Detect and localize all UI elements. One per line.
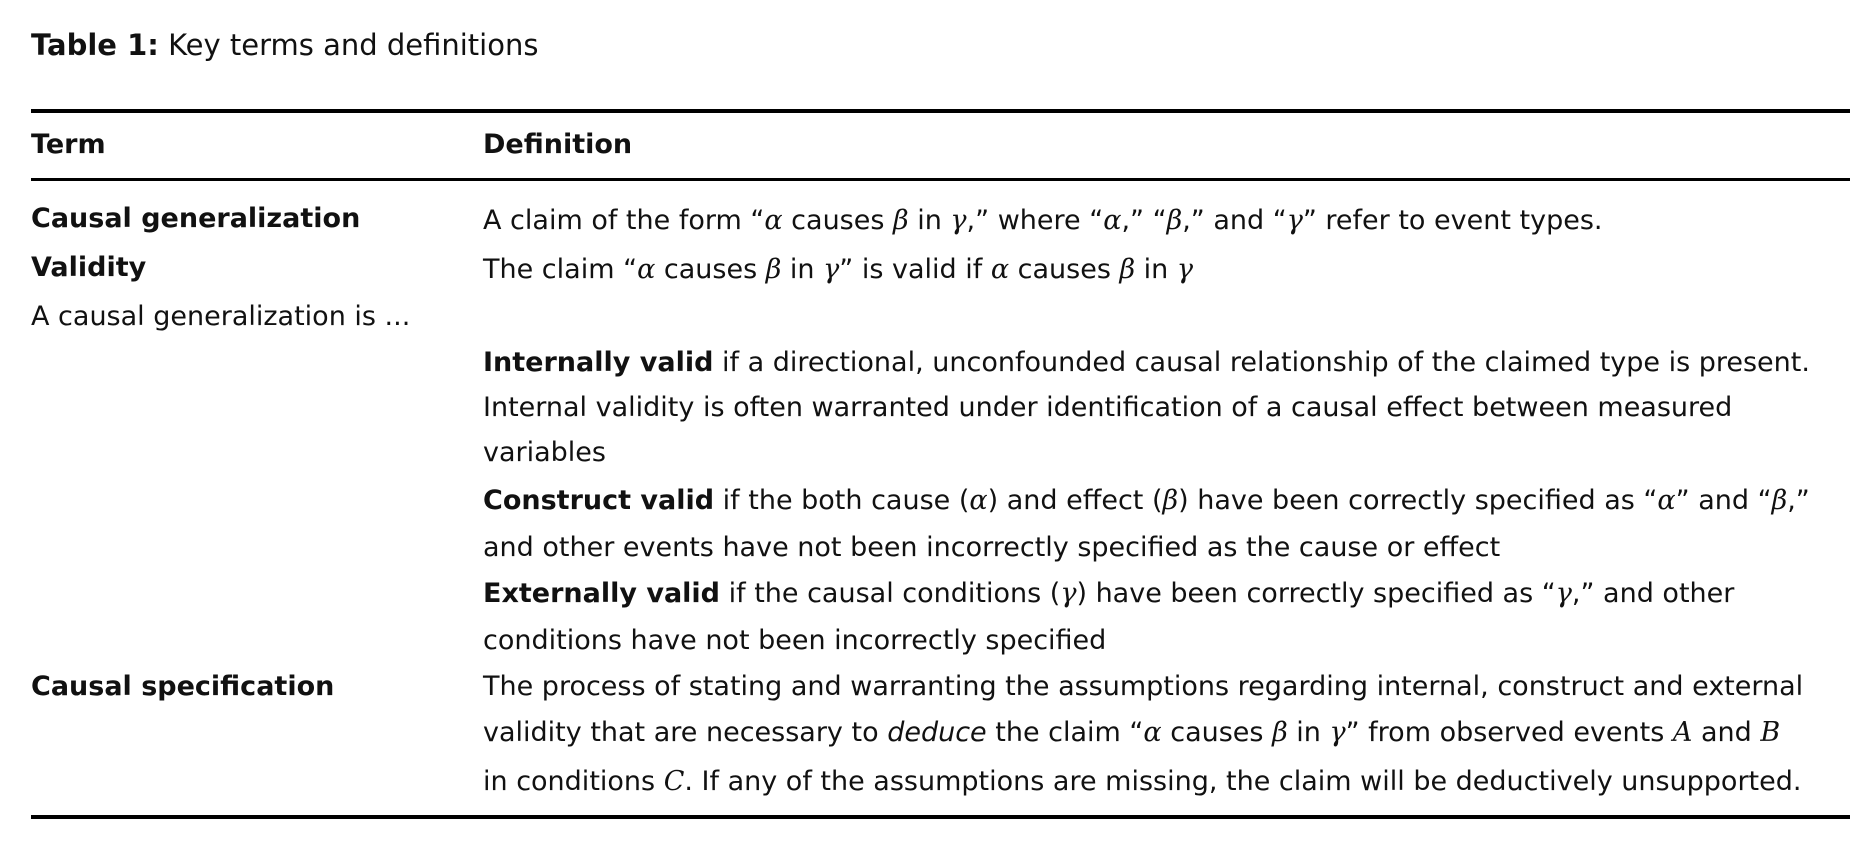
definition-externally-valid-line-2: conditions have not been incorrectly specified (483, 625, 1107, 656)
term-causal-specification: Causal specification (31, 671, 335, 702)
definition-internally-valid-line-1: Internally valid if a directional, unconfounded causal relationship of the claimed type is present. (483, 347, 1810, 378)
header-definition: Definition (483, 129, 633, 160)
term-validity: Validity (31, 252, 147, 283)
definition-validity: The claim “α causes β in γ” is valid if α causes β in γ (483, 254, 1194, 285)
definition-construct-valid-line-1: Construct valid if the both cause (α) and effect (β) have been correctly specified as “α” and “β,” (483, 485, 1810, 516)
header-term: Term (31, 129, 106, 160)
definition-externally-valid-line-1: Externally valid if the causal conditions (γ) have been correctly specified as “γ,” and other (483, 578, 1735, 609)
definition-causal-specification-line-3: in conditions C. If any of the assumptions are missing, the claim will be deductively unsupported. (483, 766, 1802, 797)
table-caption (31, 26, 538, 64)
term-causal-generalization: Causal generalization (31, 203, 361, 234)
table-bottom-rule (31, 815, 1850, 819)
table-top-rule (31, 109, 1850, 113)
definition-construct-valid-line-2: and other events have not been incorrectly specified as the cause or effect (483, 532, 1501, 563)
table-header-rule (31, 178, 1850, 181)
definition-causal-specification-line-1: The process of stating and warranting the assumptions regarding internal, construct and external (483, 671, 1804, 702)
table-caption-text: Key terms and definitions (168, 28, 539, 62)
definition-internally-valid-line-3: variables (483, 437, 606, 468)
term-causal-generalization-is: A causal generalization is ... (31, 301, 411, 332)
definition-causal-specification-line-2: validity that are necessary to deduce the claim “α causes β in γ” from observed events A and B (483, 717, 1781, 748)
table-caption-label: Table 1: (31, 28, 159, 62)
definition-internally-valid-line-2: Internal validity is often warranted under identification of a causal effect between measured (483, 392, 1733, 423)
definition-causal-generalization: A claim of the form “α causes β in γ,” where “α,” “β,” and “γ” refer to event types. (483, 205, 1603, 236)
